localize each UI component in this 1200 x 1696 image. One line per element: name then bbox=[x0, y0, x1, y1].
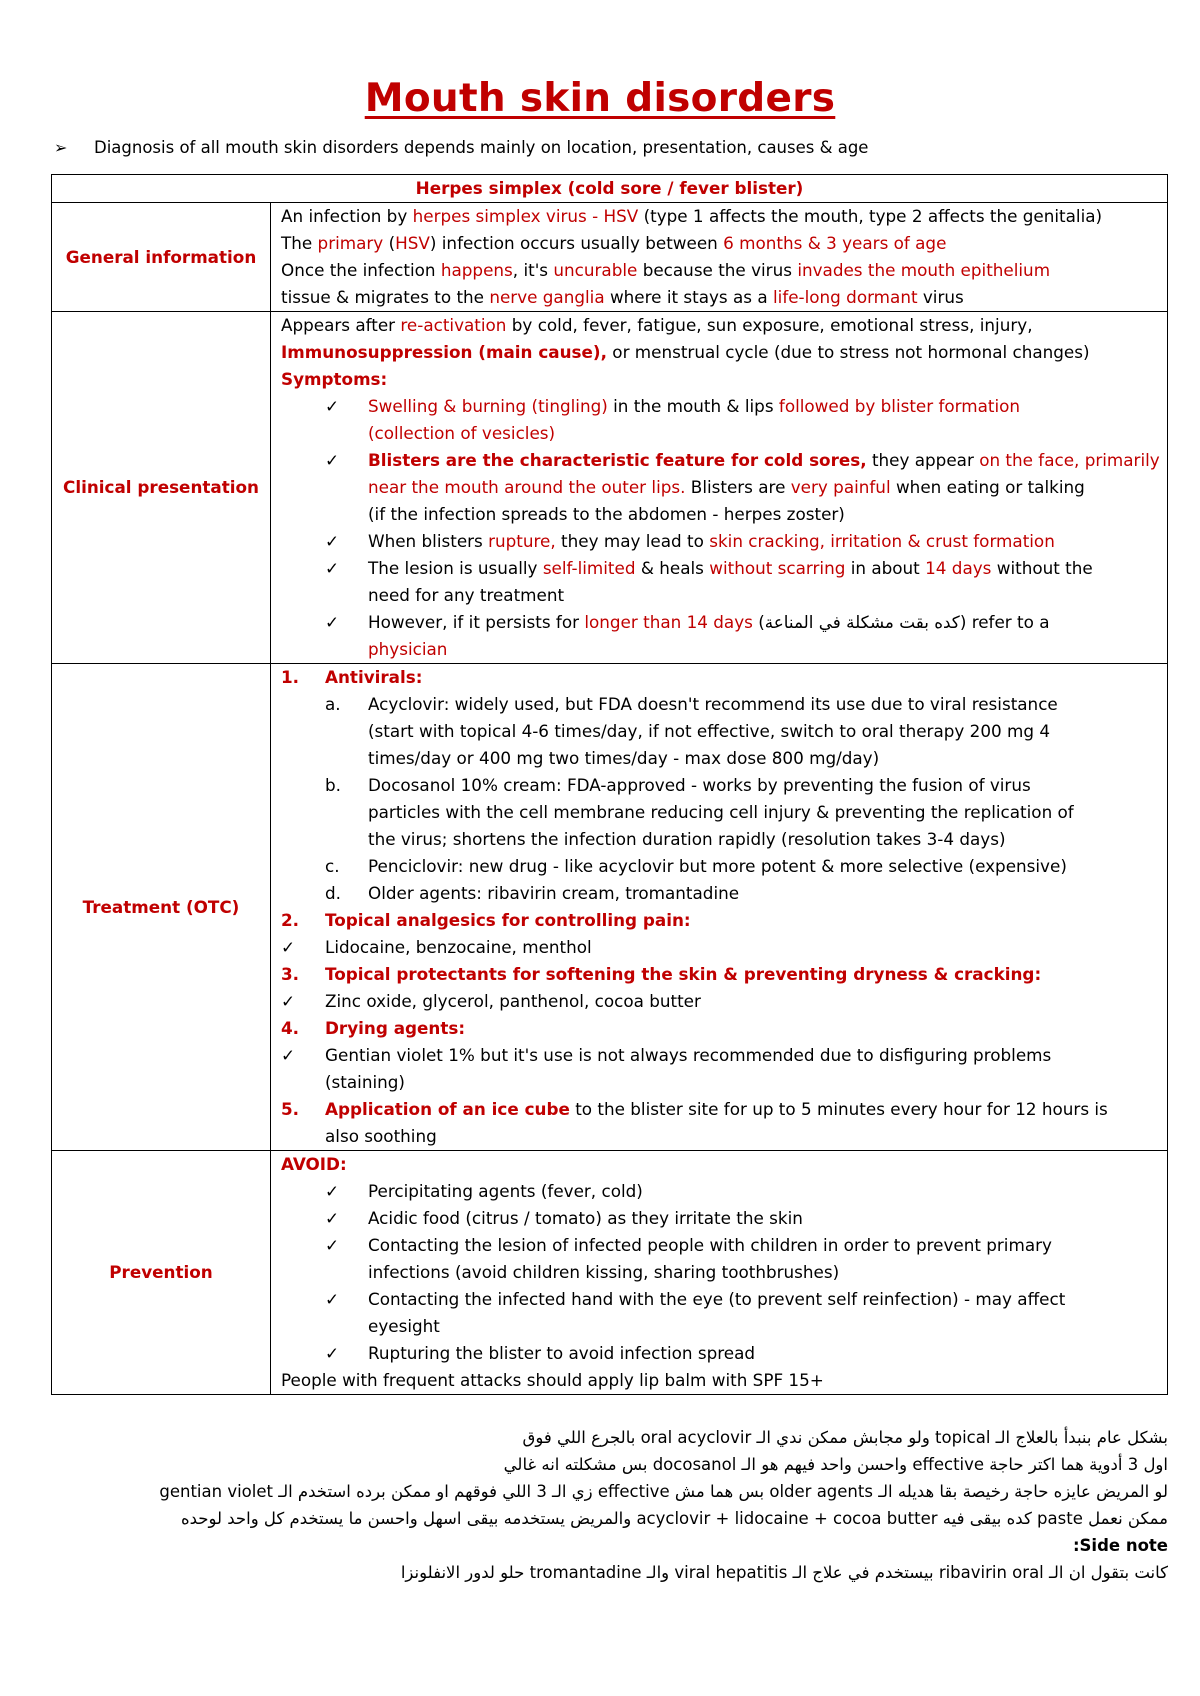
check-icon: ✓ bbox=[281, 991, 296, 1011]
prevention-content bbox=[271, 1151, 1168, 1395]
treatment-heading-2: 2. Topical analgesics for controlling pain: bbox=[281, 910, 691, 930]
row-clinical bbox=[52, 312, 1168, 664]
side-note-heading: Side note: bbox=[1072, 1536, 1168, 1555]
label-treatment: Treatment (OTC) bbox=[52, 664, 271, 1151]
symptom-item: ✓ The lesion is usually self-limited & heals without scarring in about 14 days without the need for any treatment bbox=[281, 555, 1163, 609]
check-icon: ✓ bbox=[325, 1343, 340, 1363]
arabic-notes bbox=[28, 1424, 1168, 1586]
treatment-content bbox=[271, 664, 1168, 1151]
row-treatment bbox=[52, 664, 1168, 1151]
check-icon: ✓ bbox=[325, 1208, 340, 1228]
diagnosis-bullet bbox=[54, 138, 868, 157]
page-title: Mouth skin disorders bbox=[364, 76, 836, 121]
check-icon: ✓ bbox=[325, 1235, 340, 1255]
symptom-item: ✓ When blisters rupture, they may lead to skin cracking, irritation & crust formation bbox=[281, 528, 1163, 555]
general-line-2: The primary (HSV) infection occurs usually between 6 months & 3 years of age bbox=[281, 233, 947, 253]
row-prevention bbox=[52, 1151, 1168, 1395]
symptom-item: ✓ Blisters are the characteristic feature for cold sores, they appear on the face, primarily near the mouth around the outer lips. Blisters are very painful when eating or talking (if the infection spreads to the abdomen - herpes zoster) bbox=[281, 447, 1163, 528]
check-icon: ✓ bbox=[325, 558, 340, 578]
check-icon: ✓ bbox=[325, 1289, 340, 1309]
check-icon: ✓ bbox=[325, 396, 340, 416]
treatment-heading-5: 5. Application of an ice cube to the blister site for up to 5 minutes every hour for 12 hours is also soothing bbox=[281, 1099, 1108, 1146]
check-icon: ✓ bbox=[281, 937, 296, 957]
arabic-note-4: ممكن نعمل paste كده بيقى فيه acyclovir + lidocaine + cocoa butter والمريض يستخدمه بيقى اسهل واحسن ما يستخدم كل واحد لوحده bbox=[180, 1509, 1168, 1528]
treatment-subitem: a. Acyclovir: widely used, but FDA doesn't recommend its use due to viral resistance (start with topical 4-6 times/day, if not effective, switch to oral therapy 200 mg 4 times/day or 400 mg two times/day - max dose 800 mg/day) bbox=[325, 694, 1058, 768]
treatment-heading-3: 3. Topical protectants for softening the skin & preventing dryness & cracking: bbox=[281, 964, 1042, 984]
check-icon: ✓ bbox=[325, 1181, 340, 1201]
avoid-heading: AVOID: bbox=[281, 1154, 347, 1174]
general-line-3: Once the infection happens, it's uncurable because the virus invades the mouth epithelium bbox=[281, 260, 1051, 280]
check-icon: ✓ bbox=[325, 612, 340, 632]
arabic-note-3: لو المريض عايزه حاجة رخيصة بقا هديله الـ older agents بس هما مش effective زي الـ 3 اللي فوقهم او ممكن برده استخدم الـ gentian violet bbox=[159, 1482, 1168, 1501]
general-content bbox=[271, 203, 1168, 312]
treatment-check-item: ✓ Lidocaine, benzocaine, menthol bbox=[281, 934, 1163, 961]
check-icon: ✓ bbox=[325, 450, 340, 470]
treatment-subitem: c. Penciclovir: new drug - like acyclovir but more potent & more selective (expensive) bbox=[325, 856, 1067, 876]
check-icon: ✓ bbox=[325, 531, 340, 551]
treatment-check-item: ✓ Zinc oxide, glycerol, panthenol, cocoa butter bbox=[281, 988, 1163, 1015]
diagnosis-text: Diagnosis of all mouth skin disorders depends mainly on location, presentation, causes & age bbox=[94, 138, 869, 157]
prevention-item: ✓ Contacting the lesion of infected people with children in order to prevent primary infections (avoid children kissing, sharing toothbrushes) bbox=[281, 1232, 1163, 1286]
check-icon: ✓ bbox=[281, 1045, 296, 1065]
clinical-content bbox=[271, 312, 1168, 664]
arabic-note-2: اول 3 أدوية هما اكتر حاجة effective واحسن واحد فيهم هو الـ docosanol بس مشكلته انه غالي bbox=[503, 1455, 1168, 1474]
prevention-item: ✓ Acidic food (citrus / tomato) as they irritate the skin bbox=[281, 1205, 1163, 1232]
table-header: Herpes simplex (cold sore / fever blister) bbox=[52, 175, 1168, 203]
treatment-check-item: ✓ Gentian violet 1% but it's use is not always recommended due to disfiguring problems (staining) bbox=[281, 1042, 1163, 1096]
treatment-subitem: d. Older agents: ribavirin cream, tromantadine bbox=[325, 883, 740, 903]
clinical-line-1: Appears after re-activation by cold, fever, fatigue, sun exposure, emotional stress, injury, bbox=[281, 315, 1033, 335]
arabic-note-5: كانت بتقول ان الـ ribavirin oral بيستخدم في علاج الـ viral hepatitis والـ tromantadine حلو لدور الانفلونزا bbox=[400, 1563, 1168, 1582]
arrow-bullet-icon: ➢ bbox=[54, 138, 68, 157]
label-clinical: Clinical presentation bbox=[52, 312, 271, 664]
prevention-item: ✓ Rupturing the blister to avoid infection spread bbox=[281, 1340, 1163, 1367]
label-general: General information bbox=[52, 203, 271, 312]
prevention-note: People with frequent attacks should apply lip balm with SPF 15+ bbox=[281, 1370, 824, 1390]
herpes-table bbox=[51, 174, 1168, 1395]
general-line-1: An infection by herpes simplex virus - HSV (type 1 affects the mouth, type 2 affects the genitalia) bbox=[281, 206, 1103, 226]
symptom-item: ✓ However, if it persists for longer than 14 days (كده بقت مشكلة في المناعة) refer to a physician bbox=[281, 609, 1163, 663]
symptoms-heading: Symptoms: bbox=[281, 369, 388, 389]
treatment-subitem: b. Docosanol 10% cream: FDA-approved - works by preventing the fusion of virus particles with the cell membrane reducing cell injury & preventing the replication of the virus; shortens the infection duration rapidly (resolution takes 3-4 days) bbox=[325, 775, 1074, 849]
treatment-heading-4: 4. Drying agents: bbox=[281, 1018, 466, 1038]
prevention-item: ✓ Contacting the infected hand with the eye (to prevent self reinfection) - may affect eyesight bbox=[281, 1286, 1163, 1340]
general-line-4: tissue & migrates to the nerve ganglia where it stays as a life-long dormant virus bbox=[281, 287, 964, 307]
arabic-note-1: بشكل عام بنبدأ بالعلاج الـ topical ولو مجابش ممكن ندي الـ oral acyclovir بالجرع اللي فوق bbox=[522, 1428, 1168, 1447]
symptom-item: ✓ Swelling & burning (tingling) in the mouth & lips followed by blister formation (collection of vesicles) bbox=[281, 393, 1163, 447]
label-prevention: Prevention bbox=[52, 1151, 271, 1395]
treatment-heading-1: 1. Antivirals: bbox=[281, 667, 423, 687]
row-general bbox=[52, 203, 1168, 312]
prevention-item: ✓ Percipitating agents (fever, cold) bbox=[281, 1178, 1163, 1205]
clinical-line-2: Immunosuppression (main cause), or menstrual cycle (due to stress not hormonal changes) bbox=[281, 342, 1090, 362]
